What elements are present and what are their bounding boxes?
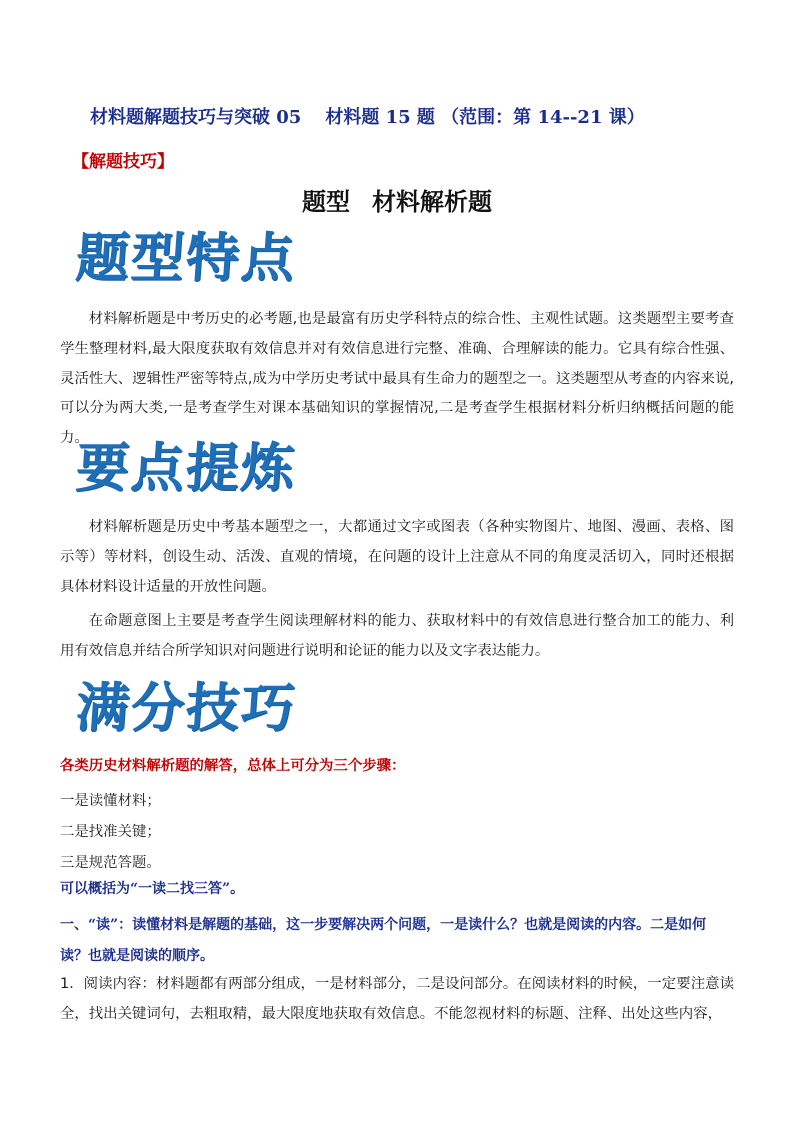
- reading-content-paragraph: 1．阅读内容：材料题都有两部分组成，一是材料部分，二是设问部分。在阅读材料的时候，一定要注意读全，找出关键词句，去粗取精，最大限度地获取有效信息。不能忽视材料的标题、注释、出处这些内容，: [60, 976, 734, 1022]
- key-points-paragraph-2: 在命题意图上主要是考查学生阅读理解材料的能力、获取材料中的有效信息进行整合加工的能力、利用有效信息并结合所学知识对问题进行说明和论证的能力以及文字表达能力。: [60, 613, 734, 659]
- question-type-label: 题型: [302, 187, 350, 216]
- features-paragraph: 材料解析题是中考历史的必考题,也是最富有历史学科特点的综合性、主观性试题。这类题型主要考查学生整理材料,最大限度获取有效信息并对有效信息进行完整、准确、合理解读的能力。它具有综合性强、灵活性大、逻辑性严密等特点,成为中学历史考试中最具有生命力的题型之一。这类题型从考查的内容来说,可以分为两大类,一是考查学生对课本基础知识的掌握情况,二是考查学生根据材料分析归纳概括问题的能力。: [60, 311, 734, 447]
- document-title-scope: 材料题 15 题 （范围：第 14--21 课）: [325, 107, 645, 128]
- features-art-heading: 题型特点: [73, 228, 299, 289]
- section-tag: 【解题技巧】: [72, 152, 174, 172]
- document-title-series: 材料题解题技巧与突破 05: [90, 107, 302, 128]
- step-item-1: 一是读懂材料；: [60, 793, 161, 809]
- question-type-name: 材料解析题: [372, 187, 492, 216]
- full-marks-art-heading: 满分技巧: [73, 678, 299, 739]
- key-points-art-heading: 要点提炼: [73, 438, 299, 499]
- key-points-paragraph-1: 材料解析题是历史中考基本题型之一，大都通过文字或图表（各种实物图片、地图、漫画、表格、图示等）等材料，创设生动、活泼、直观的情境，在问题的设计上注意从不同的角度灵活切入，同时还根据具体材料设计适量的开放性问题。: [60, 519, 734, 595]
- document-title: [90, 103, 730, 129]
- summary-line: 可以概括为“一读二找三答”。: [60, 881, 245, 897]
- read-section-heading: 一、“读”：读懂材料是解题的基础，这一步要解决两个问题，一是读什么？也就是阅读的内容。二是如何读？也就是阅读的顺序。: [60, 917, 707, 964]
- step-item-2: 二是找准关键；: [60, 824, 161, 840]
- question-type-heading: [0, 182, 794, 217]
- steps-lead: 各类历史材料解析题的解答，总体上可分为三个步骤：: [60, 757, 406, 774]
- step-item-3: 三是规范答题。: [60, 855, 161, 871]
